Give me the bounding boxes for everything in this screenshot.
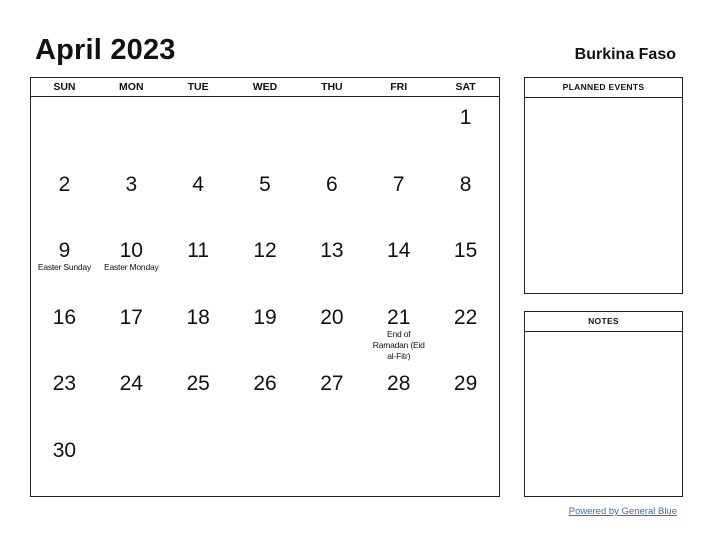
calendar-day-cell [298, 97, 365, 164]
calendar-day-cell [98, 363, 165, 430]
weekday-tue: TUE [187, 81, 209, 93]
holiday-label: Easter Monday [104, 262, 159, 272]
calendar-day-cell [31, 164, 98, 231]
day-number: 17 [119, 305, 143, 329]
calendar-day-cell [98, 297, 165, 364]
calendar-day-cell [232, 430, 299, 497]
calendar-day-cell [432, 230, 499, 297]
day-number: 15 [453, 239, 478, 262]
calendar-day-cell [31, 297, 98, 364]
calendar-day-cell [165, 430, 232, 497]
calendar-day-cell [432, 164, 499, 231]
day-number: 21 [387, 305, 411, 329]
weekday-sun: SUN [53, 81, 76, 93]
day-number: 29 [453, 372, 478, 395]
weekday-sat: SAT [455, 81, 476, 93]
holiday-label: Easter Sunday [37, 262, 92, 272]
calendar-week [31, 297, 499, 364]
calendar-day-cell [298, 430, 365, 497]
calendar-week [31, 363, 499, 430]
calendar-day-cell [31, 430, 98, 497]
day-number: 30 [52, 438, 77, 462]
calendar-day-cell [165, 230, 232, 297]
calendar-day-cell [365, 164, 432, 231]
planned-events-panel [524, 77, 683, 294]
day-number: 1 [459, 106, 472, 129]
calendar-day-cell [31, 97, 98, 164]
calendar-day-cell [31, 363, 98, 430]
day-number: 16 [52, 305, 77, 329]
calendar-day-cell [298, 363, 365, 430]
calendar-week [31, 164, 499, 231]
weekday-fri: FRI [390, 81, 408, 93]
calendar-day-cell [298, 164, 365, 231]
day-number: 2 [58, 172, 71, 196]
calendar-day-cell [365, 363, 432, 430]
page-title: April 2023 [35, 34, 176, 66]
day-number: 27 [320, 372, 344, 395]
calendar-day-cell [432, 430, 499, 497]
weekday-header [31, 78, 499, 97]
calendar-day-cell [365, 430, 432, 497]
day-number: 20 [320, 305, 344, 329]
day-number: 19 [253, 305, 277, 329]
calendar-day-cell [31, 230, 98, 297]
calendar-day-cell [232, 164, 299, 231]
day-number: 28 [387, 372, 411, 395]
day-number: 24 [119, 372, 143, 395]
calendar-day-cell [98, 430, 165, 497]
calendar-day-cell [432, 97, 499, 164]
day-number: 9 [58, 239, 71, 262]
day-number: 14 [387, 239, 411, 262]
calendar-day-cell [232, 297, 299, 364]
weekday-mon: MON [119, 81, 144, 93]
day-number: 3 [125, 172, 138, 196]
day-number: 8 [459, 172, 472, 196]
country-name: Burkina Faso [574, 46, 676, 63]
day-number: 26 [253, 372, 277, 395]
calendar-day-cell [232, 97, 299, 164]
calendar-day-cell [98, 230, 165, 297]
month-calendar [30, 77, 500, 497]
calendar-day-cell [165, 97, 232, 164]
weekday-wed: WED [252, 81, 278, 93]
day-number: 12 [253, 239, 277, 262]
day-number: 18 [186, 305, 210, 329]
calendar-week [31, 230, 499, 297]
notes-heading: NOTES [525, 312, 682, 332]
calendar-day-cell [298, 297, 365, 364]
calendar-day-cell [98, 97, 165, 164]
weekday-thu: THU [321, 81, 343, 93]
day-number: 23 [52, 372, 77, 395]
calendar-day-cell [365, 297, 432, 364]
day-number: 7 [392, 172, 405, 196]
calendar-day-cell [432, 363, 499, 430]
powered-by-link[interactable]: Powered by General Blue [568, 506, 677, 517]
day-number: 10 [119, 239, 143, 262]
calendar-day-cell [232, 230, 299, 297]
calendar-day-cell [165, 297, 232, 364]
day-number: 5 [259, 172, 271, 196]
calendar-day-cell [365, 230, 432, 297]
calendar-day-cell [432, 297, 499, 364]
calendar-week [31, 430, 499, 497]
day-number: 22 [453, 305, 478, 329]
day-number: 6 [326, 172, 338, 196]
day-number: 4 [192, 172, 204, 196]
calendar-day-cell [365, 97, 432, 164]
day-number: 13 [320, 239, 344, 262]
day-number: 25 [186, 372, 210, 395]
calendar-grid [31, 97, 499, 496]
day-number: 11 [187, 239, 210, 262]
calendar-day-cell [165, 363, 232, 430]
holiday-label: End of Ramadan (Eid al-Fitr) [372, 328, 425, 361]
calendar-day-cell [232, 363, 299, 430]
planned-events-heading: PLANNED EVENTS [525, 78, 682, 98]
calendar-day-cell [298, 230, 365, 297]
calendar-day-cell [165, 164, 232, 231]
notes-panel [524, 311, 683, 497]
calendar-week [31, 97, 499, 164]
calendar-day-cell [98, 164, 165, 231]
